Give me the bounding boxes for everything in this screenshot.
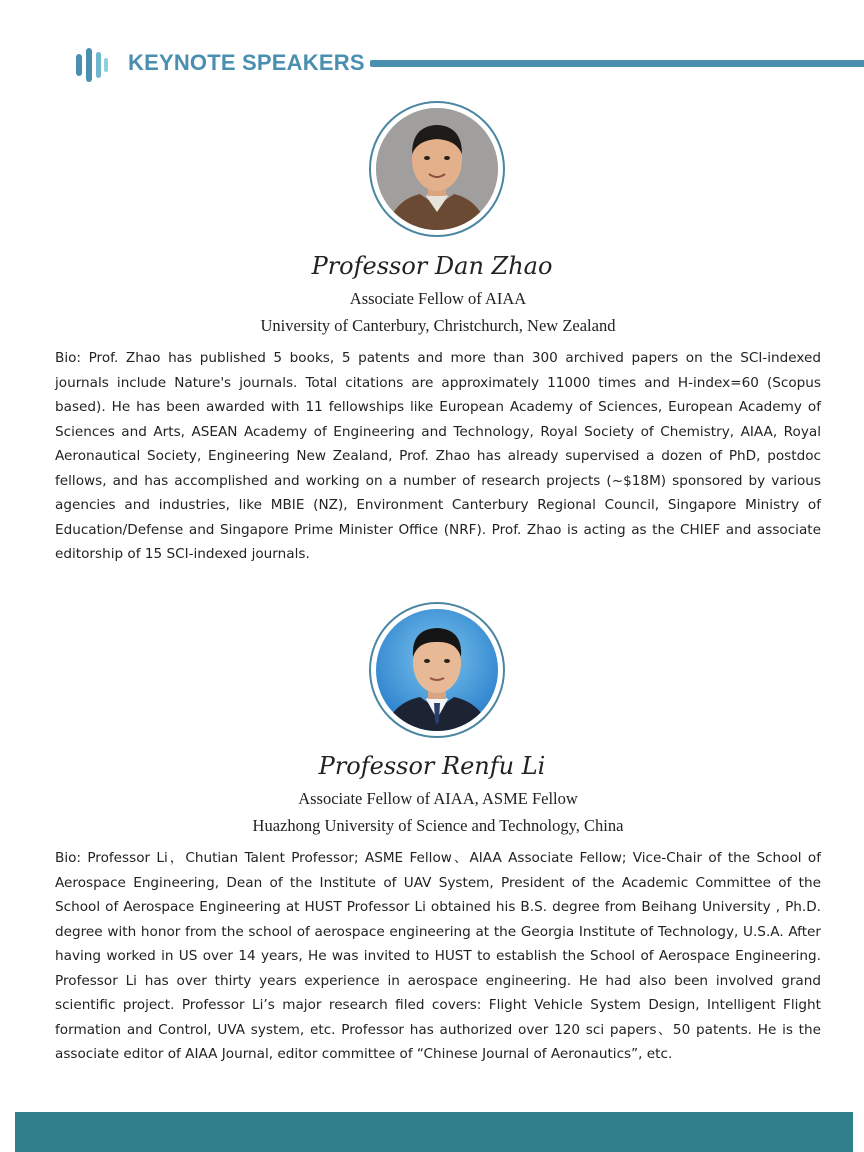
speaker-name: Professor Renfu Li xyxy=(318,752,546,780)
speaker-photo-frame xyxy=(369,101,505,237)
speaker-photo-frame xyxy=(369,602,505,738)
speaker-title: Associate Fellow of AIAA xyxy=(349,289,527,308)
footer-band xyxy=(15,1112,853,1152)
speaker-bio: Bio: Prof. Zhao has published 5 books, 5 patents and more than 300 archived papers on the SCI-indexed journals include Nature's journals. Total citations are approximately 11000 times and H-index=60 (Scopus based). He has been awarded with 11 fellowships like European Academy of Sciences, European Academy of Sciences and Arts, ASEAN Academy of Engineering and Technology, Royal Society of Chemistry, AIAA, Royal Aeronautical Society, Engineering New Zealand, Prof. Zhao has already supervised a dozen of PhD, postdoc fellows, and has accomplished and working on a number of research projects (~$18M) sponsored by various agencies and industries, like MBIE (NZ), Environment Canterbury Regional Council, Singapore Ministry of Education/Defense and Singapore Prime Minister Office (NRF). Prof. Zhao is acting as the CHIEF and associate editorship of 15 SCI-indexed journals. xyxy=(55,350,821,562)
speaker-bio: Bio: Professor Li，Chutian Talent Professor; ASME Fellow、AIAA Associate Fellow; Vice-Chair of the School of Aerospace Engineering, Dean of the Institute of UAV System, President of the Academic Committee of the School of Aerospace Engineering at HUST Professor Li obtained his B.S. degree from Beihang University , Ph.D. degree with honor from the school of aerospace engineering at the Georgia Institute of Technology, U.S.A. After having worked in US over 14 years, He was invited to HUST to establish the School of Aerospace Engineering. Professor Li has over thirty years experience in aerospace engineering. He had also been involved grand scientific project. Professor Li’s major research filed covers: Flight Vehicle System Design, Intelligent Flight formation and Control, UVA system, etc. Professor has authorized over 120 sci papers、50 patents. He is the associate editor of AIAA Journal, editor committee of “Chinese Journal of Aeronautics”, etc. xyxy=(55,850,821,1062)
header-rule xyxy=(370,60,864,67)
avatar xyxy=(376,609,498,731)
section-header xyxy=(74,44,864,84)
page-title: KEYNOTE SPEAKERS xyxy=(128,50,365,75)
avatar xyxy=(376,108,498,230)
speaker-affiliation: University of Canterbury, Christchurch, New Zealand xyxy=(260,316,616,335)
speaker-affiliation: Huazhong University of Science and Technology, China xyxy=(252,816,624,835)
speaker-name: Professor Dan Zhao xyxy=(311,252,553,280)
sound-bars-icon xyxy=(74,46,110,82)
speaker-title: Associate Fellow of AIAA, ASME Fellow xyxy=(298,789,578,808)
